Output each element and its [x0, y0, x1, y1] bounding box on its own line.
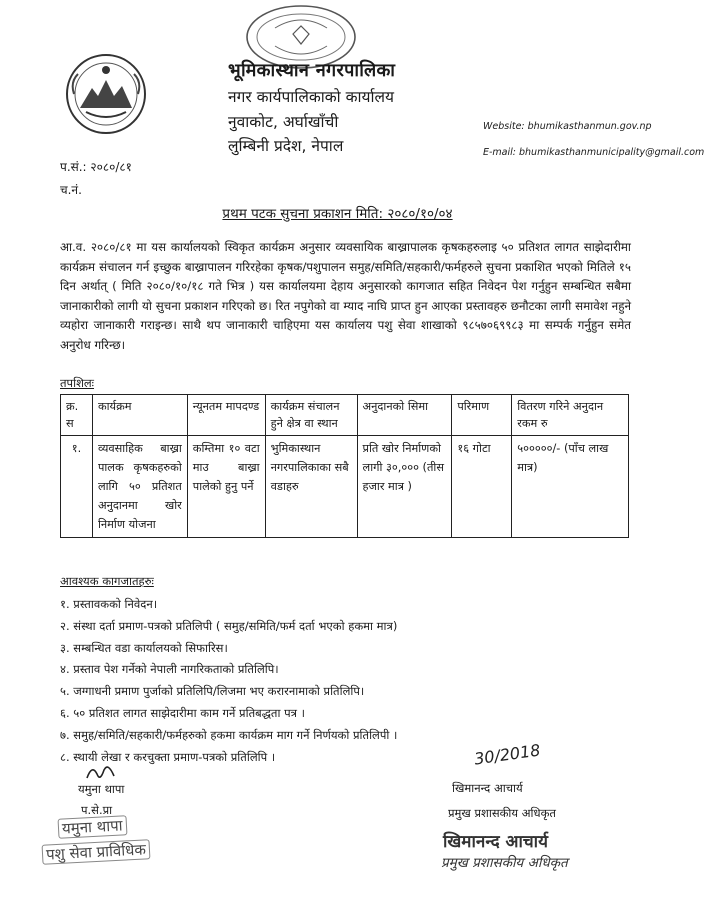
left-signatory-name: यमुना थापा	[78, 782, 125, 796]
table-row	[61, 436, 629, 538]
list-item: २. संस्था दर्ता प्रमाण-पत्रको प्रतिलिपी ( समुह/समिति/फर्म दर्ता भएको हकमा मात्र)	[60, 618, 398, 633]
nepal-government-emblem-icon	[64, 52, 148, 136]
col-header-program: कार्यक्रम	[92, 395, 187, 436]
left-signatory-title: प.से.प्रा	[81, 803, 113, 817]
cell-program: व्यवसाहिक बाख्रा पालक कृषकहरुको लागि ५० प्रतिशत अनुदानमा खोर निर्माण योजना	[92, 436, 187, 538]
list-item: ८. स्थायी लेखा र करचुक्ता प्रमाण-पत्रको प्रतिलिपि ।	[60, 749, 276, 764]
col-header-serial: क्र. स	[61, 395, 93, 436]
table-header-row	[61, 395, 629, 436]
list-item: ३. सम्बन्धित वडा कार्यालयको सिफारिस।	[60, 640, 228, 655]
right-signatory-title: प्रमुख प्रशासकीय अधिकृत	[448, 806, 556, 820]
documents-label: आवश्यक कागजातहरुः	[60, 574, 154, 588]
right-stamp-title: प्रमुख प्रशासकीय अधिकृत	[441, 855, 568, 871]
details-label: तपशिलः	[60, 376, 95, 390]
notice-title: प्रथम पटक सुचना प्रकाशन मिति: २०८०/१०/०४	[222, 206, 453, 222]
cell-quantity: १६ गोटा	[452, 436, 512, 538]
reference-number: प.सं.: २०८०/८१	[60, 160, 132, 174]
right-stamp-name: खिमानन्द आचार्य	[443, 832, 548, 852]
left-stamp-title: पशु सेवा प्राविधिक	[42, 839, 151, 865]
cell-limit: प्रति खोर निर्माणको लागी ३०,००० (तीस हजार मात्र )	[357, 436, 452, 538]
notice-body: आ.व. २०८०/८१ मा यस कार्यालयको स्विकृत कार्यक्रम अनुसार व्यवसायिक बाख्रापालक कृषकहरुलाइ ५० प्रतिशत लागत साझेदारीमा कार्यक्रम संचालन गर्न इच्छुक बाख्रापालन गरिरहेका कृषक/पशुपालन समुह/समिति/सहकारी/फर्महरुले सुचना प्रकाशित भएको मितिले १५ दिन अर्थात् ( मिति २०८०/१०/१८ गते भित्र ) यस कार्यालयमा देहाय अनुसारको कागजात सहित निवेदन पेश गर्नुहुन सम्बन्धित सबैमा जानाकारीको लागी यो सुचना प्रकाशन गरिएको छ। रित नपुगेको वा म्याद नाघि प्राप्त हुन आएका प्रस्तावहरु छनौटका लागी समावेश नहुने व्यहोरा जानाकारी गराइन्छ। साथै थप जानाकारी चाहिएमा यस कार्यालय पशु सेवा शाखाको ९८५७०६९९८३ मा सम्पर्क गर्नुहुन समेत अनुरोध गरिन्छ।	[60, 240, 631, 352]
website-text: Website: bhumikasthanmun.gov.np	[483, 121, 652, 132]
right-signatory-name: खिमानन्द आचार्य	[452, 781, 523, 795]
right-handwritten-mark: 30/2018	[473, 740, 542, 769]
dispatch-number: च.नं.	[60, 183, 82, 197]
left-signature-icon	[84, 762, 118, 784]
list-item: ६. ५० प्रतिशत लागत साझेदारीमा काम गर्ने प्रतिबद्धता पत्र ।	[60, 705, 305, 720]
col-header-limit: अनुदानको सिमा	[357, 395, 452, 436]
municipality-name: भूमिकास्थान नगरपालिका	[228, 60, 396, 81]
cell-amount: ५०००००/- (पाँच लाख मात्र)	[512, 436, 629, 538]
office-name: नगर कार्यपालिकाको कार्यालय	[228, 88, 395, 106]
office-location: नुवाकोट, अर्घाखाँची	[228, 113, 339, 131]
list-item: ४. प्रस्ताव पेश गर्नेको नेपाली नागरिकताको प्रतिलिपि।	[60, 662, 279, 677]
cell-criteria: कम्तिमा १० वटा माउ बाख्रा पालेको हुनु पर्ने	[187, 436, 265, 538]
email-text: E-mail: bhumikasthanmunicipality@gmail.com	[483, 147, 704, 158]
col-header-amount: वितरण गरिने अनुदान रकम रु	[512, 395, 629, 436]
cell-serial: १.	[61, 436, 93, 538]
col-header-criteria: न्यूनतम मापदण्ड	[187, 395, 265, 436]
list-item: ७. समुह/समिति/सहकारी/फर्महरुको हकमा कार्यक्रम माग गर्ने निर्णयको प्रतिलिपी ।	[60, 727, 398, 742]
office-province: लुम्बिनी प्रदेश, नेपाल	[228, 137, 344, 155]
col-header-area: कार्यक्रम संचालन हुने क्षेत्र वा स्थान	[265, 395, 357, 436]
left-stamp-name: यमुना थापा	[58, 815, 127, 839]
list-item: ५. जग्गाधनी प्रमाण पुर्जाको प्रतिलिपि/लिजमा भए करारनामाको प्रतिलिपि।	[60, 684, 365, 699]
program-details-table	[60, 394, 629, 538]
list-item: १. प्रस्तावकको निवेदन।	[60, 597, 158, 611]
cell-area: भुमिकास्थान नगरपालिकाका सबै वडाहरु	[265, 436, 357, 538]
documents-list	[60, 594, 660, 768]
col-header-quantity: परिमाण	[452, 395, 512, 436]
